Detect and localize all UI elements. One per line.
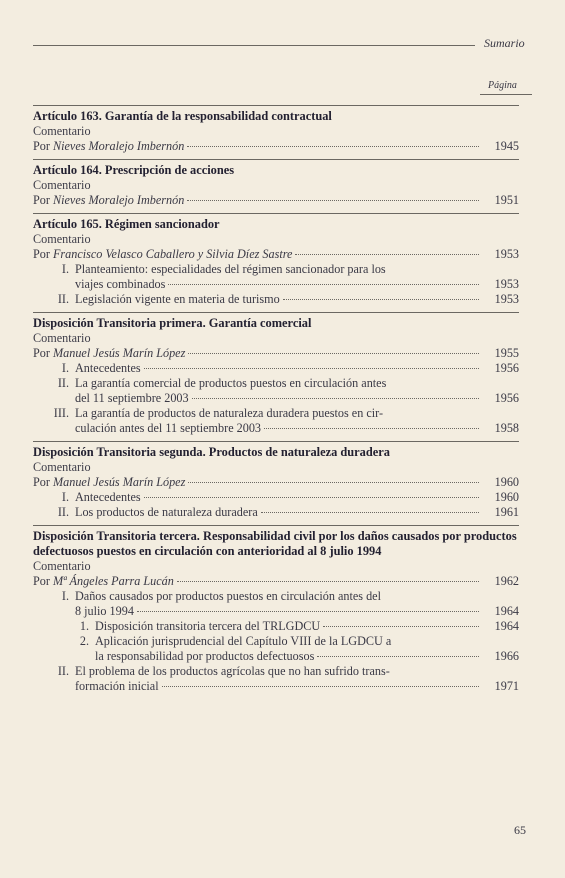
dot-leader [137,611,479,612]
author-name: Nieves Moralejo Imbernón [52,193,185,207]
author-name: Manuel Jesús Marín López [52,346,186,360]
entry-body [75,262,519,292]
toc-subentry [33,292,519,307]
page-ref: 1953 [494,247,519,261]
toc-section [33,213,519,307]
entry-text-line: Antecedentes [75,490,141,504]
entry-body [75,361,519,376]
section-rule [33,441,519,442]
section-rule [33,312,519,313]
entry-number: 2. [79,634,89,648]
author-prefix: Por [33,346,53,360]
toc-section [33,441,519,520]
page-ref: 1962 [494,574,519,588]
entry-number: II. [57,376,69,390]
author-name: Manuel Jesús Marín López [52,475,186,489]
toc-section [33,105,519,154]
author-line [33,475,185,490]
entry-text-line: Los productos de naturaleza duradera [75,505,258,519]
toc-entry-line [75,292,519,307]
toc-entry-line [75,421,519,436]
running-header: Sumario [484,36,525,50]
page-ref: 1964 [494,619,519,633]
entry-number: II. [57,292,69,306]
entry-number: I. [61,589,69,603]
toc-entry-line [75,277,519,292]
entry-number: I. [61,490,69,504]
entry-body [75,589,519,619]
toc-subentry [33,490,519,505]
page-ref: 1960 [494,490,519,504]
page-ref: 1966 [494,649,519,663]
toc-subentry [33,406,519,436]
page-column-rule [480,94,532,95]
entry-text-line: Legislación vigente en materia de turismo [75,292,280,306]
page-ref: 1958 [494,421,519,435]
section-title: Artículo 164. Prescripción de acciones [33,163,235,177]
page-ref: 1971 [494,679,519,693]
dot-leader [144,497,479,498]
section-title: Artículo 165. Régimen sancionador [33,217,220,231]
entry-text-line: Daños causados por productos puestos en circulación antes del [75,589,381,603]
toc-section [33,159,519,208]
toc-section [33,525,519,694]
dot-leader [261,512,479,513]
author-line [33,193,184,208]
comment-label: Comentario [33,232,91,246]
section-title: Artículo 163. Garantía de la responsabilidad contractual [33,109,332,123]
section-title: Disposición Transitoria tercera. Responsabilidad civil por los daños causados por productos defectuosos puestos en circulación con anterioridad al 8 julio 1994 [33,529,517,558]
dot-leader [188,353,479,354]
author-line [33,574,174,589]
section-rule [33,525,519,526]
header-rule [33,45,475,46]
comment-label: Comentario [33,559,91,573]
toc-subentry [33,664,519,694]
page-ref: 1955 [494,346,519,360]
toc-entry-line [33,574,519,589]
toc-entry-line [75,490,519,505]
toc-subentry [33,262,519,292]
toc-section [33,312,519,436]
dot-leader [187,146,479,147]
toc-subentry [33,619,519,634]
comment-label: Comentario [33,124,91,138]
page-number: 65 [514,823,526,837]
dot-leader [187,200,479,201]
entry-text-line: Planteamiento: especialidades del régimen sancionador para los [75,262,386,276]
section-rule [33,159,519,160]
entry-number: I. [61,361,69,375]
entry-text-line: La garantía de productos de naturaleza duradera puestos en cir- [75,406,384,420]
entry-number: II. [57,664,69,678]
page-ref: 1956 [494,361,519,375]
page-ref: 1953 [494,277,519,291]
dot-leader [323,626,479,627]
dot-leader [192,398,479,399]
toc-entry-line [95,619,519,634]
page-ref: 1945 [494,139,519,153]
dot-leader [264,428,479,429]
author-prefix: Por [33,139,53,153]
dot-leader [188,482,479,483]
entry-body [75,406,519,436]
entry-text-line: culación antes del 11 septiembre 2003 [75,421,262,435]
entry-body [95,634,519,664]
dot-leader [317,656,479,657]
entry-text-line: la responsabilidad por productos defectuosos [95,649,315,663]
entry-text-line: del 11 septiembre 2003 [75,391,189,405]
author-name: Nieves Moralejo Imbernón [52,139,185,153]
entry-body [75,664,519,694]
entry-body [75,505,519,520]
author-name: Francisco Velasco Caballero y Silvia Díez Sastre [52,247,293,261]
toc-content [33,105,519,699]
toc-subentry [33,376,519,406]
dot-leader [144,368,479,369]
entry-text-line: Antecedentes [75,361,141,375]
toc-entry-line [75,604,519,619]
dot-leader [177,581,479,582]
author-prefix: Por [33,574,53,588]
author-line [33,139,184,154]
author-name: Mª Ángeles Parra Lucán [52,574,174,588]
entry-body [75,292,519,307]
entry-number: III. [53,406,69,420]
entry-number: 1. [79,619,89,633]
entry-text-line: La garantía comercial de productos puestos en circulación antes [75,376,387,390]
section-title: Disposición Transitoria segunda. Productos de naturaleza duradera [33,445,390,459]
page-column-label: Página [488,80,517,91]
entry-text-line: Disposición transitoria tercera del TRLGDCU [95,619,321,633]
entry-body [95,619,519,634]
section-rule [33,213,519,214]
author-prefix: Por [33,475,53,489]
entry-body [75,376,519,406]
entry-body [75,490,519,505]
toc-entry-line [75,391,519,406]
toc-entry-line [75,361,519,376]
entry-text-line: viajes combinados [75,277,166,291]
section-rule [33,105,519,106]
toc-entry-line [75,505,519,520]
page-ref: 1956 [494,391,519,405]
comment-label: Comentario [33,331,91,345]
toc-entry-line [33,247,519,262]
entry-number: II. [57,505,69,519]
toc-entry-line [33,193,519,208]
toc-subentry [33,634,519,664]
page-ref: 1951 [494,193,519,207]
page-ref: 1961 [494,505,519,519]
author-prefix: Por [33,247,53,261]
toc-entry-line [95,649,519,664]
entry-text-line: formación inicial [75,679,159,693]
entry-text-line: El problema de los productos agrícolas que no han sufrido trans- [75,664,390,678]
dot-leader [295,254,479,255]
dot-leader [283,299,479,300]
page-ref: 1953 [494,292,519,306]
toc-entry-line [33,475,519,490]
toc-subentry [33,589,519,619]
author-line [33,247,292,262]
comment-label: Comentario [33,178,91,192]
page-ref: 1964 [494,604,519,618]
entry-text-line: 8 julio 1994 [75,604,134,618]
author-prefix: Por [33,193,53,207]
toc-entry-line [33,346,519,361]
comment-label: Comentario [33,460,91,474]
section-title: Disposición Transitoria primera. Garantía comercial [33,316,312,330]
dot-leader [168,284,479,285]
toc-subentry [33,505,519,520]
entry-text-line: Aplicación jurisprudencial del Capítulo VIII de la LGDCU a [95,634,392,648]
toc-subentry [33,361,519,376]
toc-entry-line [33,139,519,154]
toc-entry-line [75,679,519,694]
author-line [33,346,185,361]
entry-number: I. [61,262,69,276]
dot-leader [162,686,479,687]
page-ref: 1960 [494,475,519,489]
